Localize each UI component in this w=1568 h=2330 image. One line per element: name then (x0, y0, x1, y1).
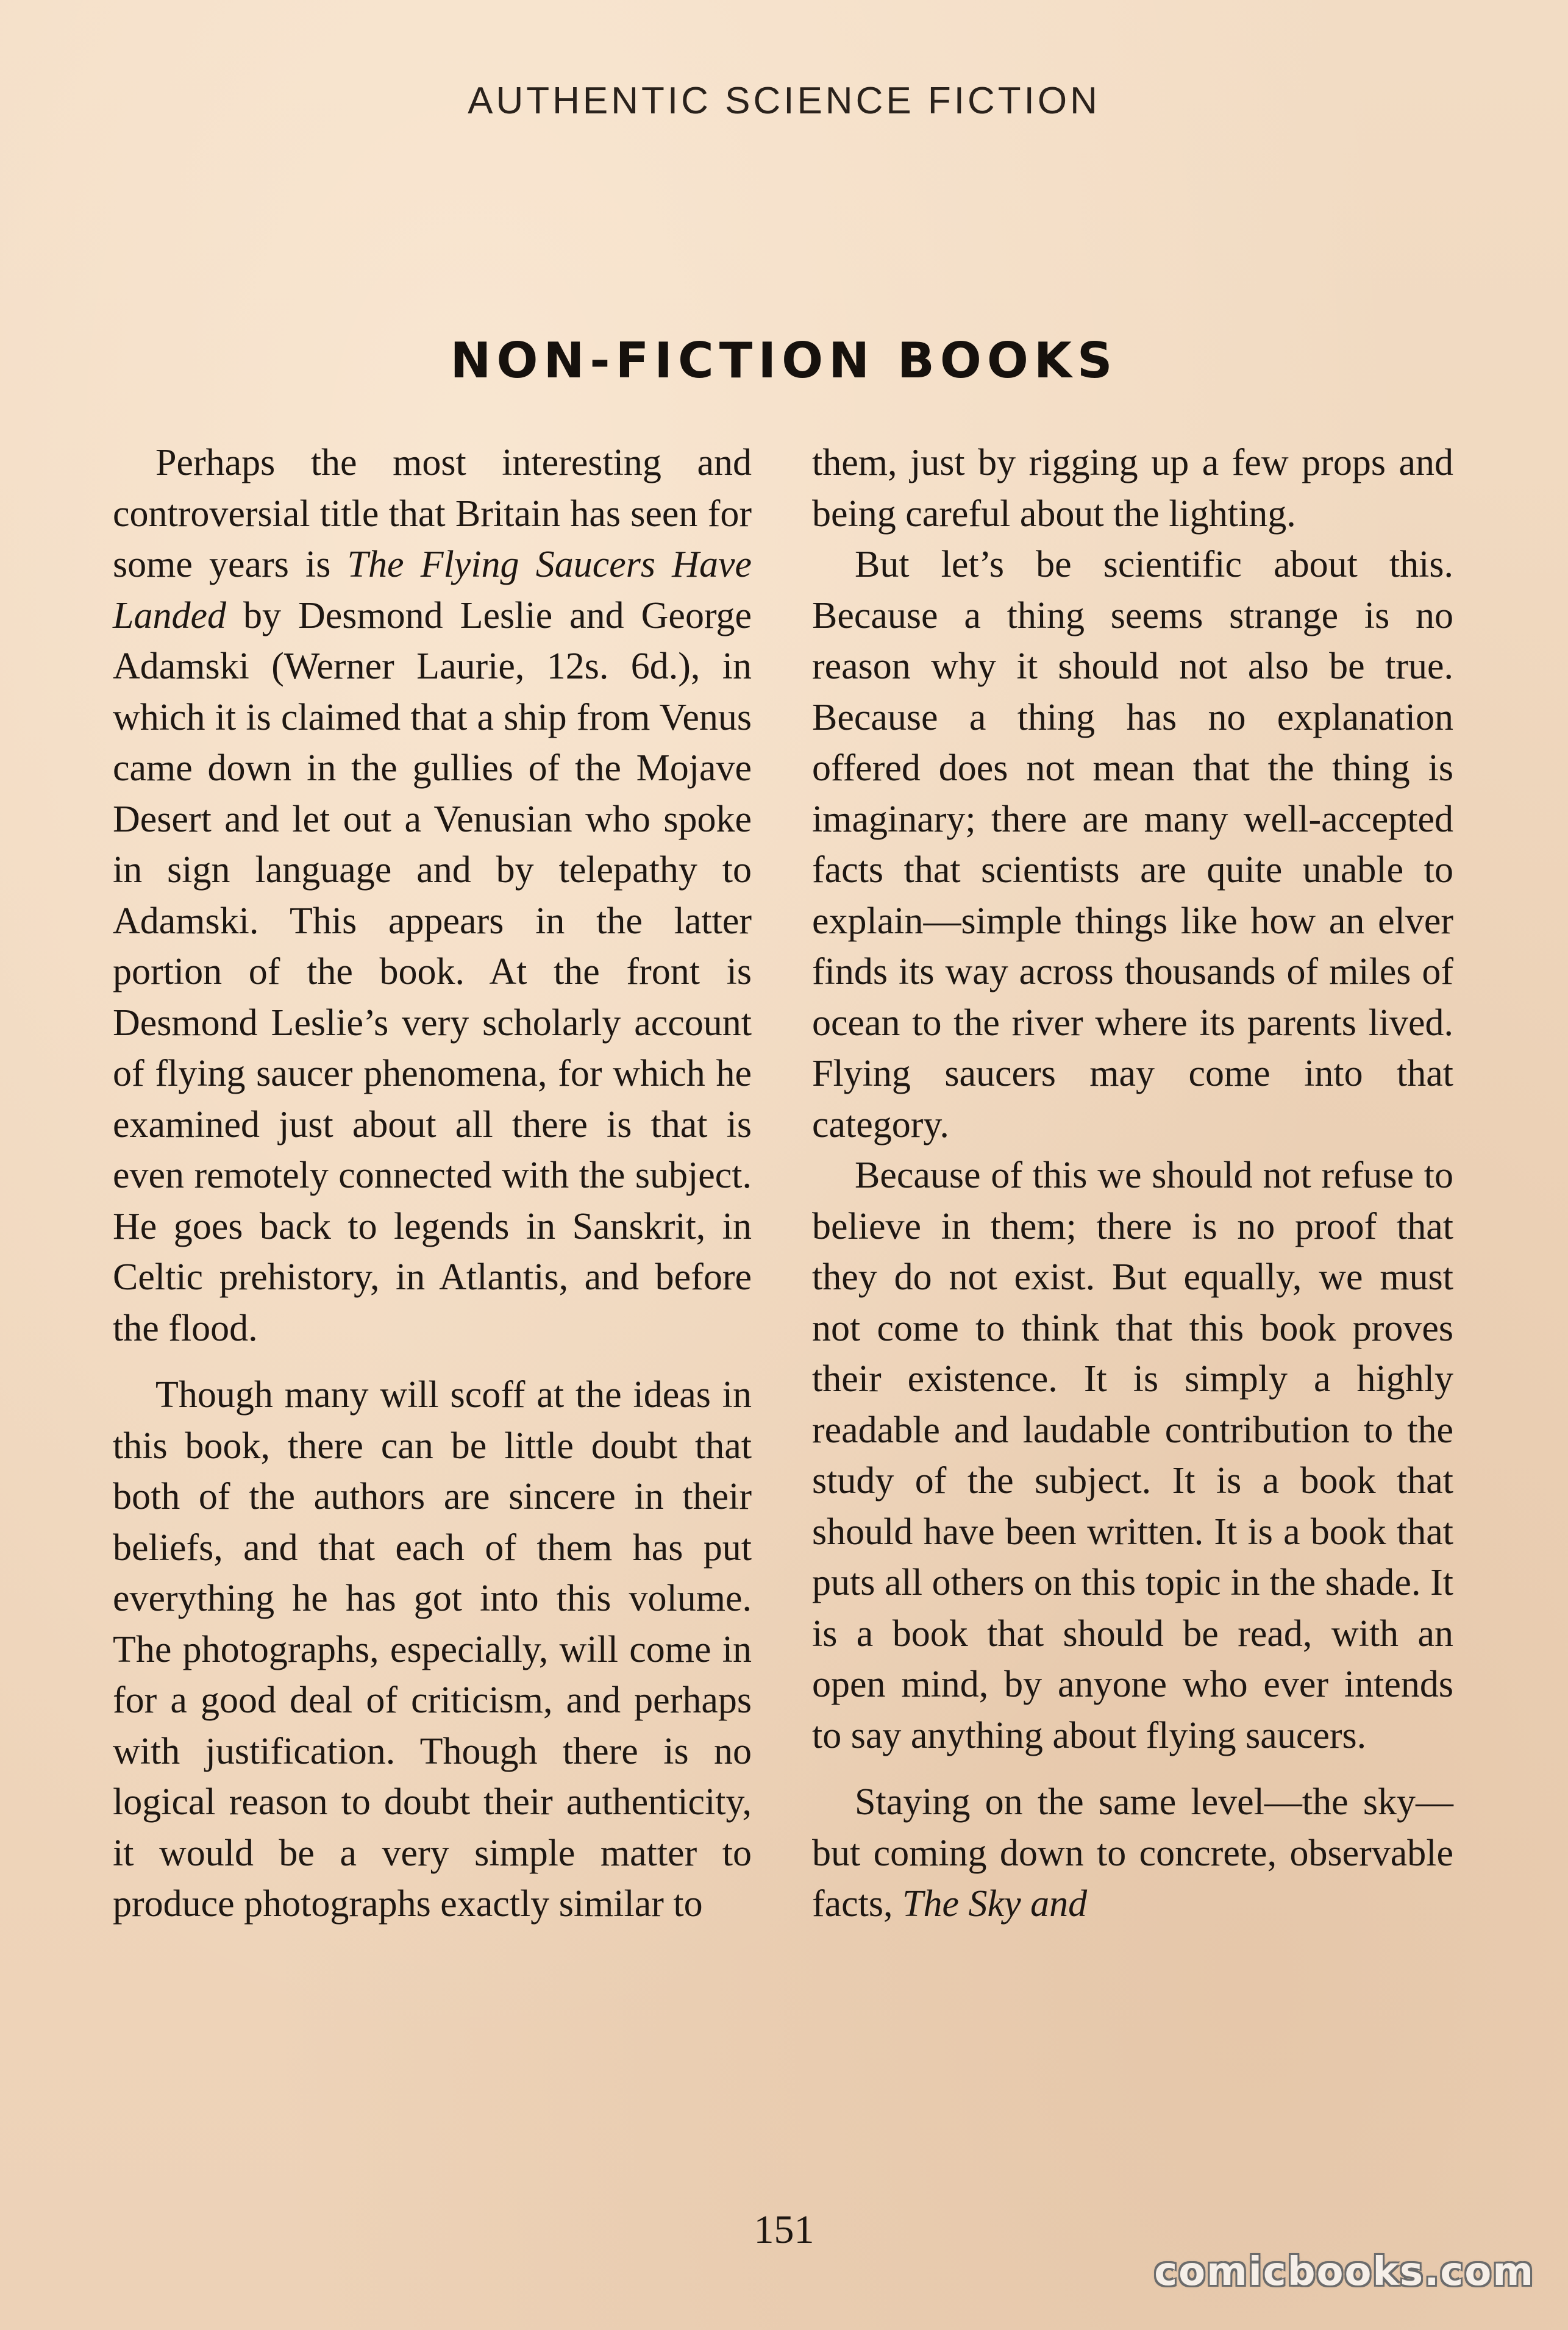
paragraph-text: by Desmond Leslie and George Adamski (Werner Laurie, 12s. 6d.), in which it is claimed that a ship from Venus came down in the gullies of the Mojave Desert and let out a Venusian who spoke in sign language and by telepathy to Adamski. This appears in the latter portion of the book. At the front is Desmond Leslie’s very scholarly account of flying saucer phenomena, for which he examined just about all there is that is even remotely connected with the subject. He goes back to legends in Sanskrit, in Celtic prehistory, in Atlantis, and before the flood. (113, 594, 752, 1349)
paragraph-text: Perhaps the most interesting and controversial title that Britain has seen for some years is (113, 442, 752, 585)
book-title: The Flying Saucers Have Landed (113, 544, 752, 636)
paragraph-text: But let’s be scientific about this. Because a thing seems strange is no reason why it should not also be true. Because a thing has no explanation offered does not mean that the thing is imaginary; there are many well-accepted facts that scientists are quite unable to explain—simple things like how an elver finds its way across thousands of miles of ocean to the river where its parents lived. Flying saucers may come into that category. (812, 544, 1453, 1145)
right-column (812, 438, 1453, 1930)
running-head: AUTHENTIC SCIENCE FICTION (468, 80, 1100, 122)
paragraph (812, 1150, 1453, 1761)
paragraph (812, 438, 1453, 540)
paragraph-text: Staying on the same level—the sky—but coming down to concrete, observable facts, (812, 1781, 1453, 1925)
paragraph-text: Because of this we should not refuse to believe in them; there is no proof that they do not exist. But equally, we must not come to think that this book proves their existence. It is simply a highly readable and laudable contribution to the study of the subject. It is a book that should have been written. It is a book that puts all others on this topic in the shade. It is a book that should be read, with an open mind, by anyone who ever intends to say anything about flying saucers. (812, 1155, 1453, 1756)
paragraph-text: Though many will scoff at the ideas in this book, there can be little doubt that both of the authors are sincere in their beliefs, and that each of them has put everything he has got into this volume. The photographs, especially, will come in for a good deal of criticism, and perhaps with justification. Though there is no logical reason to doubt their authenticity, it would be a very simple matter to produce photographs exactly similar to (113, 1374, 752, 1925)
section-title: NON-FICTION BOOKS (450, 332, 1118, 389)
paragraph (113, 438, 752, 1354)
watermark-logo: comicbooks.com (1154, 2250, 1534, 2295)
left-column (113, 438, 752, 1930)
paragraph-text: them, just by rigging up a few props and being careful about the lighting. (812, 442, 1453, 535)
page-number: 151 (754, 2207, 814, 2252)
paragraph (812, 540, 1453, 1150)
book-title: The Sky and (902, 1883, 1088, 1925)
paragraph (812, 1777, 1453, 1930)
paragraph (113, 1370, 752, 1930)
